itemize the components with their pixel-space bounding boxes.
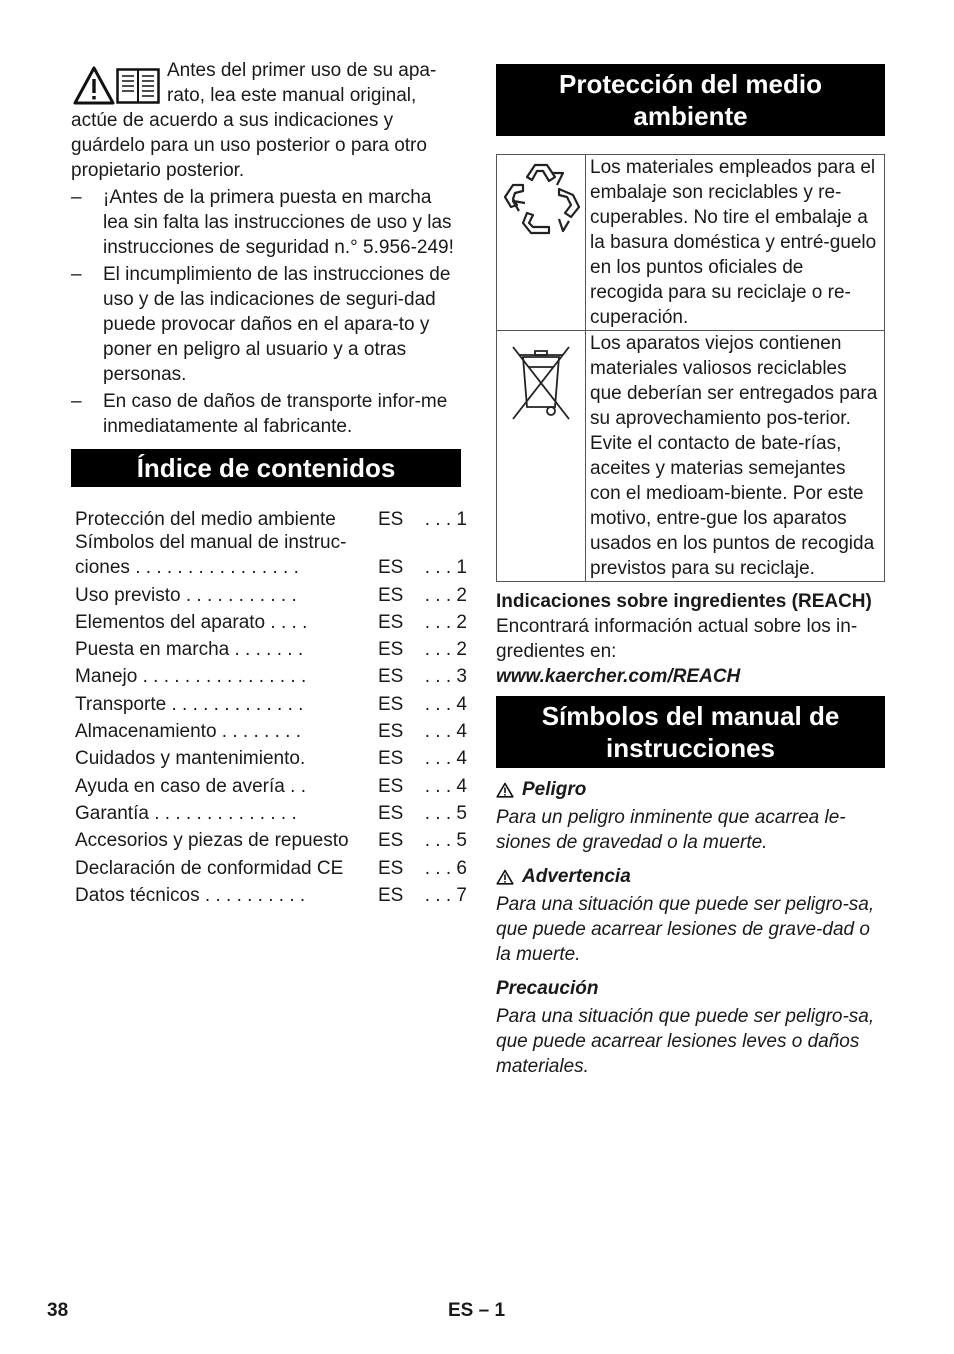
manual-book-icon bbox=[116, 68, 160, 104]
toc-page: . . . 4 bbox=[424, 775, 467, 797]
environment-icon-cell bbox=[497, 331, 586, 582]
reach-heading: Indicaciones sobre ingredientes (REACH) bbox=[496, 591, 872, 612]
toc-title-line-1: Símbolos del manual de instruc- bbox=[75, 532, 347, 554]
toc-lang: ES bbox=[378, 557, 404, 579]
toc-lang: ES bbox=[378, 693, 404, 715]
toc-title: Transporte . . . . . . . . . . . . . bbox=[75, 693, 304, 715]
toc-title: Almacenamiento . . . . . . . . bbox=[75, 721, 301, 743]
toc-row[interactable] bbox=[75, 608, 467, 635]
environment-heading: Protección del medio ambiente bbox=[496, 64, 885, 136]
toc-lang: ES bbox=[378, 775, 404, 797]
recycling-icon bbox=[497, 155, 585, 245]
toc-heading: Índice de contenidos bbox=[71, 449, 461, 487]
toc-title: Puesta en marcha . . . . . . . bbox=[75, 639, 304, 661]
warning-triangle-icon bbox=[73, 66, 115, 106]
toc-page: . . . 6 bbox=[424, 857, 467, 879]
toc-row[interactable] bbox=[75, 799, 467, 826]
toc-lang: ES bbox=[378, 509, 404, 531]
symbol-title-text: Peligro bbox=[522, 779, 587, 800]
toc-row[interactable] bbox=[75, 744, 467, 771]
toc-row[interactable] bbox=[75, 662, 467, 689]
left-column bbox=[71, 58, 467, 908]
intro-bullet: – ¡Antes de la primera puesta en marcha lea sin falta las instrucciones de uso y las instrucciones de seguridad n.° 5.956-249! bbox=[71, 185, 461, 260]
toc-page: . . . 1 bbox=[424, 557, 467, 579]
toc-page: . . . 2 bbox=[424, 584, 467, 606]
intro-icons bbox=[71, 58, 167, 108]
toc-row[interactable] bbox=[75, 689, 467, 716]
right-column bbox=[496, 64, 885, 1079]
toc-title: Declaración de conformidad CE bbox=[75, 857, 344, 879]
page-number: 38 bbox=[47, 1300, 69, 1321]
toc-row[interactable] bbox=[75, 717, 467, 744]
toc-row[interactable] bbox=[75, 505, 467, 532]
toc-page: . . . 4 bbox=[424, 693, 467, 715]
toc-title bbox=[75, 530, 378, 580]
symbol-title-precaucion bbox=[496, 976, 885, 1001]
symbol-description: Para un peligro inminente que acarrea le-siones de gravedad o la muerte. bbox=[496, 807, 846, 853]
toc-lang: ES bbox=[378, 666, 404, 688]
toc-title: Manejo . . . . . . . . . . . . . . . . bbox=[75, 666, 307, 688]
intro-rest: actúe de acuerdo a sus indicaciones y guárdelo para un uso posterior o para otro propietario posterior. bbox=[71, 110, 427, 181]
footer-label: ES – 1 bbox=[448, 1300, 506, 1321]
toc-lang: ES bbox=[378, 639, 404, 661]
toc-row[interactable] bbox=[75, 771, 467, 798]
intro-bullet-list bbox=[71, 185, 461, 439]
toc-title: Cuidados y mantenimiento. bbox=[75, 748, 306, 770]
toc-lang: ES bbox=[378, 802, 404, 824]
toc-row[interactable] bbox=[75, 826, 467, 853]
warning-triangle-icon bbox=[496, 869, 514, 885]
toc-row[interactable] bbox=[75, 853, 467, 880]
environment-text: Los materiales empleados para el embalaje son reciclables y re-cuperables. No tire el embalaje a la basura doméstica y entré-guelo en los puntos oficiales de recogida para su reciclaje o re-cuperación. bbox=[586, 155, 885, 331]
toc-title: Garantía . . . . . . . . . . . . . . bbox=[75, 802, 297, 824]
intro-bullet: – El incumplimiento de las instrucciones de uso y de las indicaciones de seguri-dad puede provocar daños en el apara-to y poner en peligro al usuario y a otras personas. bbox=[71, 262, 461, 387]
toc-page: . . . 4 bbox=[424, 748, 467, 770]
environment-table bbox=[496, 154, 885, 582]
toc-page: . . . 7 bbox=[424, 884, 467, 906]
intro-line-2: rato, lea este manual original, bbox=[167, 85, 417, 106]
environment-text: Los aparatos viejos contienen materiales valiosos reciclables que deberían ser entregados para su aprovechamiento pos-terior. Evite el contacto de bate-rías, aceites y materias semejantes con el medioam-biente. Por este motivo, entre-gue los aparatos usados en los puntos de recogida previstos para su reciclaje. bbox=[586, 331, 885, 582]
toc-row[interactable] bbox=[75, 532, 467, 580]
toc-title: Protección del medio ambiente bbox=[75, 509, 336, 531]
toc-page: . . . 2 bbox=[424, 639, 467, 661]
toc-lang: ES bbox=[378, 611, 404, 633]
toc-title: Elementos del aparato . . . . bbox=[75, 611, 308, 633]
toc-title: Ayuda en caso de avería . . bbox=[75, 775, 306, 797]
environment-row bbox=[497, 155, 885, 331]
toc-lang: ES bbox=[378, 884, 404, 906]
toc-row[interactable] bbox=[75, 580, 467, 607]
toc-page: . . . 1 bbox=[424, 509, 467, 531]
toc-page: . . . 5 bbox=[424, 830, 467, 852]
symbol-title-text: Advertencia bbox=[522, 866, 631, 887]
toc-row[interactable] bbox=[75, 881, 467, 908]
toc-title: Accesorios y piezas de repuesto bbox=[75, 830, 349, 852]
toc-lang: ES bbox=[378, 721, 404, 743]
crossed-bin-icon bbox=[497, 331, 585, 427]
toc-page: . . . 2 bbox=[424, 611, 467, 633]
symbol-title-peligro bbox=[496, 777, 885, 802]
toc-title: Datos técnicos . . . . . . . . . . bbox=[75, 884, 306, 906]
table-of-contents bbox=[75, 505, 467, 908]
toc-title: Uso previsto . . . . . . . . . . . bbox=[75, 584, 297, 606]
toc-page: . . . 5 bbox=[424, 802, 467, 824]
toc-lang: ES bbox=[378, 857, 404, 879]
toc-row[interactable] bbox=[75, 635, 467, 662]
environment-row bbox=[497, 331, 885, 582]
intro-line-1: Antes del primer uso de su apa- bbox=[167, 60, 437, 81]
toc-title-line-2: ciones . . . . . . . . . . . . . . . . bbox=[75, 557, 299, 579]
intro-section bbox=[71, 58, 461, 439]
symbol-title-text: Precaución bbox=[496, 978, 599, 999]
symbol-title-advertencia bbox=[496, 864, 885, 889]
toc-lang: ES bbox=[378, 748, 404, 770]
symbol-description: Para una situación que puede ser peligro-sa, que puede acarrear lesiones de grave-dad o la muerte. bbox=[496, 894, 875, 965]
symbol-description: Para una situación que puede ser peligro-sa, que puede acarrear lesiones leves o daños materiales. bbox=[496, 1006, 875, 1077]
warning-triangle-icon bbox=[496, 782, 514, 798]
toc-lang: ES bbox=[378, 584, 404, 606]
toc-lang: ES bbox=[378, 830, 404, 852]
environment-icon-cell bbox=[497, 155, 586, 331]
intro-bullet: – En caso de daños de transporte infor-me inmediatamente al fabricante. bbox=[71, 389, 461, 439]
symbols-heading: Símbolos del manual de instrucciones bbox=[496, 696, 885, 768]
toc-page: . . . 4 bbox=[424, 721, 467, 743]
reach-link[interactable]: www.kaercher.com/REACH bbox=[496, 666, 741, 687]
toc-page: . . . 3 bbox=[424, 666, 467, 688]
reach-text: Encontrará información actual sobre los in-gredientes en: bbox=[496, 616, 858, 662]
